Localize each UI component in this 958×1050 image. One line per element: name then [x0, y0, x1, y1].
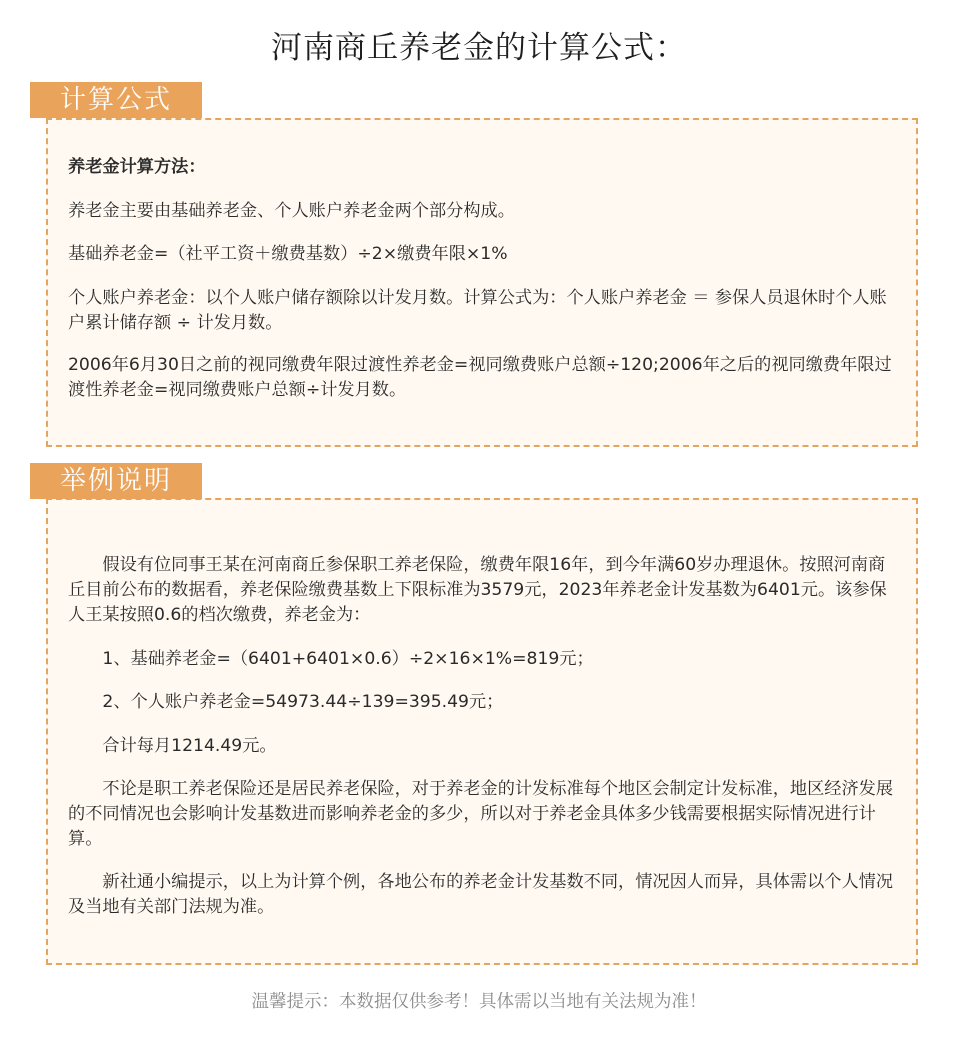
formula-paragraph: 基础养老金=（社平工资＋缴费基数）÷2×缴费年限×1% — [68, 244, 508, 264]
example-section-tab: 举例说明 — [30, 463, 202, 499]
example-paragraph: 合计每月1214.49元。 — [102, 736, 277, 756]
formula-section-tab: 计算公式 — [30, 82, 202, 118]
formula-section-box — [46, 118, 918, 447]
page-title: 河南商丘养老金的计算公式： — [271, 30, 687, 66]
footer-tip: 温馨提示：本数据仅供参考！具体需以当地有关法规为准！ — [251, 992, 707, 1012]
formula-paragraph: 养老金主要由基础养老金、个人账户养老金两个部分构成。 — [68, 201, 515, 221]
example-paragraph: 不论是职工养老保险还是居民养老保险，对于养老金的计发标准每个地区会制定计发标准，地区经济发展的不同情况也会影响计发基数进而影响养老金的多少，所以对于养老金具体多少钱需要根据实际情况进行计算。 — [68, 779, 894, 849]
example-paragraph: 2、个人账户养老金=54973.44÷139=395.49元； — [102, 692, 504, 712]
example-paragraph: 1、基础养老金=（6401+6401×0.6）÷2×16×1%=819元； — [102, 649, 594, 669]
formula-heading: 养老金计算方法： — [68, 157, 206, 177]
example-paragraph: 假设有位同事王某在河南商丘参保职工养老保险，缴费年限16年，到今年满60岁办理退休。按照河南商丘目前公布的数据看，养老保险缴费基数上下限标准为3579元，2023年养老金计发基数为6401元。该参保人王某按照0.6的档次缴费，养老金为： — [68, 555, 887, 625]
formula-paragraph: 个人账户养老金：以个人账户储存额除以计发月数。计算公式为：个人账户养老金 ＝ 参保人员退休时个人账户累计储存额 ÷ 计发月数。 — [68, 288, 887, 333]
example-paragraph: 新社通小编提示，以上为计算个例，各地公布的养老金计发基数不同，情况因人而异，具体需以个人情况及当地有关部门法规为准。 — [68, 872, 894, 917]
formula-paragraph: 2006年6月30日之前的视同缴费年限过渡性养老金=视同缴费账户总额÷120;2006年之后的视同缴费年限过渡性养老金=视同缴费账户总额÷计发月数。 — [68, 355, 892, 400]
example-section-box — [46, 498, 918, 965]
